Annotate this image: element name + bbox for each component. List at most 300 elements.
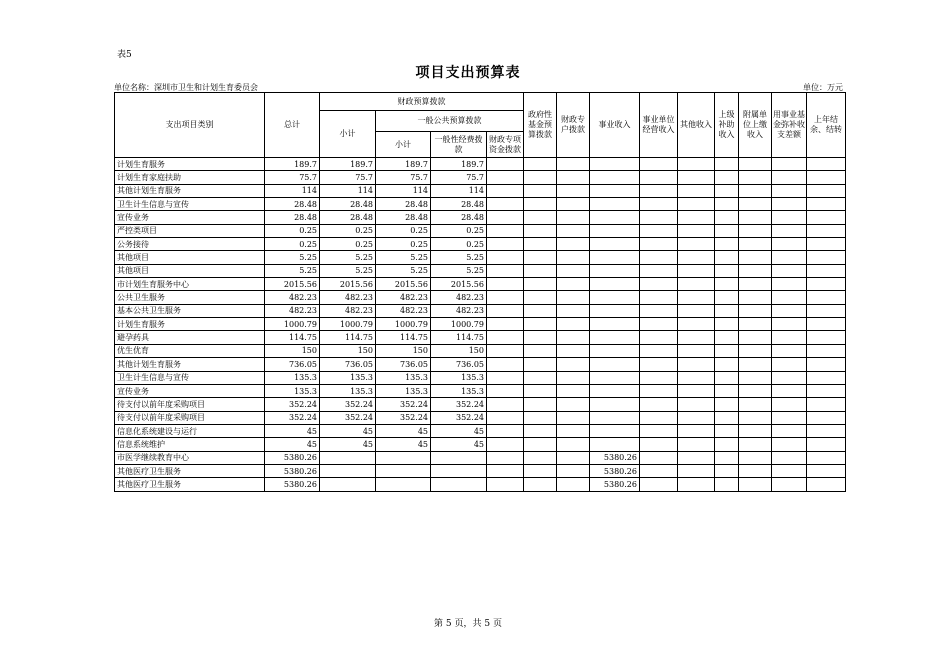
row-value-cell xyxy=(807,398,846,411)
row-value-cell xyxy=(772,424,807,437)
row-value-cell xyxy=(557,371,590,384)
row-value-cell: 5.25 xyxy=(320,264,376,277)
table-row xyxy=(115,264,846,277)
row-value-cell xyxy=(678,464,715,477)
row-value-cell xyxy=(487,238,524,251)
row-value-cell xyxy=(524,424,557,437)
row-value-cell: 5380.26 xyxy=(265,451,320,464)
row-value-cell xyxy=(715,318,739,331)
row-value-cell xyxy=(640,411,678,424)
row-value-cell xyxy=(678,331,715,344)
row-value-cell xyxy=(807,318,846,331)
row-value-cell xyxy=(487,398,524,411)
row-value-cell xyxy=(590,344,640,357)
row-category-cell: 待支付以前年度采购项目 xyxy=(115,411,265,424)
row-value-cell xyxy=(772,264,807,277)
row-value-cell xyxy=(807,358,846,371)
row-value-cell xyxy=(557,384,590,397)
row-value-cell xyxy=(640,371,678,384)
row-value-cell xyxy=(739,224,772,237)
row-value-cell xyxy=(739,264,772,277)
row-value-cell xyxy=(739,438,772,451)
row-value-cell: 45 xyxy=(320,438,376,451)
row-value-cell xyxy=(772,158,807,171)
row-category-cell: 其他项目 xyxy=(115,251,265,264)
row-value-cell xyxy=(320,464,376,477)
row-value-cell: 135.3 xyxy=(265,371,320,384)
row-category-cell: 公务接待 xyxy=(115,238,265,251)
row-value-cell: 135.3 xyxy=(376,384,431,397)
row-value-cell xyxy=(640,331,678,344)
row-value-cell xyxy=(590,411,640,424)
row-value-cell: 114.75 xyxy=(320,331,376,344)
row-value-cell xyxy=(590,318,640,331)
row-value-cell xyxy=(715,384,739,397)
row-category-cell: 卫生计生信息与宣传 xyxy=(115,198,265,211)
row-value-cell xyxy=(487,304,524,317)
row-value-cell xyxy=(557,238,590,251)
row-value-cell xyxy=(640,264,678,277)
row-value-cell xyxy=(320,478,376,491)
row-value-cell xyxy=(640,358,678,371)
row-value-cell: 45 xyxy=(431,424,487,437)
table-row xyxy=(115,171,846,184)
table-row xyxy=(115,371,846,384)
row-value-cell xyxy=(557,278,590,291)
row-value-cell: 5.25 xyxy=(431,264,487,277)
row-value-cell: 0.25 xyxy=(265,224,320,237)
row-value-cell xyxy=(487,478,524,491)
row-value-cell xyxy=(640,278,678,291)
row-value-cell xyxy=(487,184,524,197)
row-category-cell: 严控类项目 xyxy=(115,224,265,237)
row-value-cell xyxy=(739,451,772,464)
row-value-cell xyxy=(715,184,739,197)
table-row xyxy=(115,304,846,317)
row-value-cell xyxy=(487,464,524,477)
row-value-cell xyxy=(678,158,715,171)
row-value-cell xyxy=(640,251,678,264)
row-value-cell xyxy=(739,158,772,171)
row-value-cell xyxy=(678,291,715,304)
row-value-cell: 28.48 xyxy=(431,198,487,211)
row-value-cell: 5.25 xyxy=(376,264,431,277)
row-value-cell xyxy=(807,371,846,384)
row-value-cell: 736.05 xyxy=(431,358,487,371)
row-value-cell xyxy=(590,171,640,184)
row-value-cell: 135.3 xyxy=(431,384,487,397)
row-value-cell: 5.25 xyxy=(376,251,431,264)
row-category-cell: 信息化系统建设与运行 xyxy=(115,424,265,437)
col-general-group-header: 一般公共预算拨款 xyxy=(376,111,524,132)
row-value-cell xyxy=(678,411,715,424)
row-category-cell: 市医学继续教育中心 xyxy=(115,451,265,464)
row-value-cell xyxy=(524,398,557,411)
row-value-cell: 5380.26 xyxy=(265,464,320,477)
row-value-cell xyxy=(739,424,772,437)
row-value-cell xyxy=(557,304,590,317)
row-value-cell xyxy=(715,398,739,411)
row-value-cell xyxy=(715,331,739,344)
row-category-cell: 待支付以前年度采购项目 xyxy=(115,398,265,411)
row-value-cell xyxy=(487,424,524,437)
row-value-cell: 114 xyxy=(320,184,376,197)
row-value-cell xyxy=(715,424,739,437)
table-row xyxy=(115,211,846,224)
row-value-cell: 5.25 xyxy=(431,251,487,264)
row-value-cell: 114 xyxy=(431,184,487,197)
row-value-cell xyxy=(590,384,640,397)
row-value-cell: 5.25 xyxy=(320,251,376,264)
table-row xyxy=(115,238,846,251)
row-value-cell xyxy=(557,264,590,277)
row-value-cell xyxy=(739,238,772,251)
table-row xyxy=(115,384,846,397)
row-value-cell xyxy=(487,171,524,184)
row-value-cell xyxy=(487,251,524,264)
row-value-cell: 135.3 xyxy=(431,371,487,384)
row-value-cell xyxy=(715,304,739,317)
row-value-cell xyxy=(772,451,807,464)
col-total-header: 总计 xyxy=(265,93,320,158)
row-value-cell xyxy=(772,184,807,197)
table-row xyxy=(115,331,846,344)
table-row xyxy=(115,438,846,451)
row-value-cell xyxy=(678,358,715,371)
row-value-cell xyxy=(772,344,807,357)
row-value-cell xyxy=(557,331,590,344)
row-value-cell: 75.7 xyxy=(265,171,320,184)
row-value-cell xyxy=(590,291,640,304)
row-value-cell: 352.24 xyxy=(265,411,320,424)
table-row xyxy=(115,424,846,437)
row-value-cell xyxy=(590,331,640,344)
row-value-cell: 482.23 xyxy=(431,291,487,304)
row-value-cell: 45 xyxy=(265,438,320,451)
row-value-cell: 28.48 xyxy=(431,211,487,224)
row-value-cell xyxy=(557,398,590,411)
row-value-cell xyxy=(640,224,678,237)
row-value-cell xyxy=(739,411,772,424)
row-value-cell xyxy=(772,478,807,491)
row-value-cell xyxy=(524,304,557,317)
row-value-cell: 5380.26 xyxy=(265,478,320,491)
row-value-cell xyxy=(557,478,590,491)
row-value-cell xyxy=(524,331,557,344)
row-value-cell: 75.7 xyxy=(376,171,431,184)
row-value-cell xyxy=(807,464,846,477)
table-row xyxy=(115,411,846,424)
row-value-cell xyxy=(524,224,557,237)
row-value-cell xyxy=(487,291,524,304)
row-value-cell xyxy=(739,344,772,357)
row-value-cell xyxy=(590,158,640,171)
row-value-cell xyxy=(640,211,678,224)
row-value-cell xyxy=(739,304,772,317)
row-value-cell xyxy=(772,304,807,317)
row-value-cell xyxy=(524,278,557,291)
unit-label: 单位：万元 xyxy=(803,83,843,92)
row-value-cell: 0.25 xyxy=(265,238,320,251)
row-value-cell xyxy=(524,158,557,171)
row-category-cell: 宣传业务 xyxy=(115,211,265,224)
row-category-cell: 基本公共卫生服务 xyxy=(115,304,265,317)
row-value-cell xyxy=(807,158,846,171)
row-value-cell xyxy=(524,211,557,224)
row-value-cell: 0.25 xyxy=(376,224,431,237)
row-value-cell xyxy=(590,358,640,371)
row-value-cell: 736.05 xyxy=(265,358,320,371)
row-value-cell: 352.24 xyxy=(320,411,376,424)
row-value-cell: 28.48 xyxy=(265,198,320,211)
row-category-cell: 公共卫生服务 xyxy=(115,291,265,304)
row-value-cell xyxy=(739,171,772,184)
row-value-cell xyxy=(640,291,678,304)
row-value-cell xyxy=(524,184,557,197)
row-value-cell xyxy=(524,251,557,264)
row-value-cell xyxy=(487,451,524,464)
row-value-cell: 0.25 xyxy=(376,238,431,251)
table-body xyxy=(115,158,846,492)
row-value-cell xyxy=(557,158,590,171)
row-value-cell xyxy=(640,464,678,477)
row-category-cell: 宣传业务 xyxy=(115,384,265,397)
row-value-cell xyxy=(590,278,640,291)
row-value-cell xyxy=(590,198,640,211)
row-value-cell xyxy=(487,318,524,331)
row-value-cell xyxy=(640,451,678,464)
row-value-cell xyxy=(640,198,678,211)
col-superior-subsidy-header: 上级补助收入 xyxy=(715,93,739,158)
row-value-cell xyxy=(739,478,772,491)
row-value-cell xyxy=(807,171,846,184)
row-value-cell xyxy=(772,211,807,224)
row-value-cell: 75.7 xyxy=(320,171,376,184)
row-value-cell xyxy=(487,278,524,291)
row-value-cell xyxy=(590,184,640,197)
col-special-funds-header: 财政专项资金拨款 xyxy=(487,132,524,158)
row-value-cell: 0.25 xyxy=(431,224,487,237)
row-value-cell xyxy=(715,264,739,277)
row-value-cell xyxy=(487,384,524,397)
row-value-cell xyxy=(772,251,807,264)
row-value-cell xyxy=(557,358,590,371)
row-category-cell: 其他项目 xyxy=(115,264,265,277)
row-value-cell: 352.24 xyxy=(320,398,376,411)
row-value-cell xyxy=(715,251,739,264)
col-operating-income-header: 事业单位经营收入 xyxy=(640,93,678,158)
table-row xyxy=(115,358,846,371)
row-value-cell: 135.3 xyxy=(376,371,431,384)
row-value-cell xyxy=(524,451,557,464)
row-value-cell: 135.3 xyxy=(265,384,320,397)
row-value-cell: 45 xyxy=(376,438,431,451)
row-value-cell xyxy=(739,211,772,224)
row-value-cell: 5380.26 xyxy=(590,464,640,477)
row-value-cell: 189.7 xyxy=(320,158,376,171)
row-value-cell xyxy=(715,344,739,357)
row-value-cell xyxy=(487,411,524,424)
row-value-cell xyxy=(376,464,431,477)
row-value-cell xyxy=(772,398,807,411)
row-value-cell: 2015.56 xyxy=(376,278,431,291)
row-value-cell xyxy=(590,304,640,317)
row-value-cell xyxy=(678,238,715,251)
row-value-cell xyxy=(640,384,678,397)
row-value-cell: 352.24 xyxy=(376,411,431,424)
row-value-cell xyxy=(772,384,807,397)
row-value-cell xyxy=(524,478,557,491)
row-value-cell: 2015.56 xyxy=(265,278,320,291)
row-value-cell xyxy=(807,384,846,397)
row-value-cell xyxy=(807,424,846,437)
row-value-cell: 114.75 xyxy=(431,331,487,344)
row-value-cell: 352.24 xyxy=(376,398,431,411)
row-value-cell xyxy=(557,291,590,304)
row-value-cell: 114.75 xyxy=(376,331,431,344)
page-title: 项目支出预算表 xyxy=(415,65,521,81)
row-value-cell xyxy=(524,371,557,384)
row-value-cell: 2015.56 xyxy=(431,278,487,291)
row-value-cell xyxy=(807,331,846,344)
row-value-cell: 482.23 xyxy=(376,304,431,317)
row-category-cell: 优生优育 xyxy=(115,344,265,357)
table-row xyxy=(115,278,846,291)
row-value-cell xyxy=(715,438,739,451)
row-value-cell xyxy=(524,344,557,357)
row-value-cell xyxy=(772,318,807,331)
row-value-cell: 482.23 xyxy=(320,304,376,317)
col-general-subtotal-header: 小计 xyxy=(376,132,431,158)
row-value-cell xyxy=(487,198,524,211)
row-value-cell: 114.75 xyxy=(265,331,320,344)
row-value-cell xyxy=(557,184,590,197)
row-value-cell xyxy=(487,331,524,344)
row-value-cell: 482.23 xyxy=(376,291,431,304)
row-value-cell xyxy=(739,331,772,344)
col-special-account-header: 财政专户拨款 xyxy=(557,93,590,158)
row-value-cell xyxy=(640,478,678,491)
row-value-cell xyxy=(590,211,640,224)
row-value-cell xyxy=(739,384,772,397)
table-row xyxy=(115,344,846,357)
row-value-cell xyxy=(772,358,807,371)
row-value-cell xyxy=(807,478,846,491)
row-value-cell xyxy=(739,278,772,291)
col-finance-group-header: 财政预算拨款 xyxy=(320,93,524,111)
row-value-cell xyxy=(715,158,739,171)
row-value-cell: 28.48 xyxy=(320,198,376,211)
row-value-cell: 189.7 xyxy=(431,158,487,171)
row-value-cell xyxy=(557,211,590,224)
row-value-cell: 482.23 xyxy=(431,304,487,317)
row-value-cell xyxy=(487,371,524,384)
row-value-cell xyxy=(772,331,807,344)
row-value-cell xyxy=(715,464,739,477)
row-value-cell xyxy=(772,371,807,384)
table-row xyxy=(115,224,846,237)
col-category-header: 支出项目类别 xyxy=(115,93,265,158)
col-general-funds-header: 一般性经费拨款 xyxy=(431,132,487,158)
row-category-cell: 计划生育服务 xyxy=(115,318,265,331)
row-value-cell xyxy=(715,358,739,371)
row-value-cell xyxy=(807,198,846,211)
row-value-cell xyxy=(772,171,807,184)
row-value-cell xyxy=(807,411,846,424)
row-value-cell: 28.48 xyxy=(376,211,431,224)
row-value-cell xyxy=(678,384,715,397)
row-value-cell: 0.25 xyxy=(320,238,376,251)
row-value-cell: 352.24 xyxy=(431,411,487,424)
row-value-cell xyxy=(807,264,846,277)
row-value-cell xyxy=(590,398,640,411)
col-fund-balance-header: 用事业基金弥补收支差额 xyxy=(772,93,807,158)
row-value-cell xyxy=(739,251,772,264)
row-value-cell xyxy=(678,278,715,291)
row-value-cell xyxy=(640,238,678,251)
table-row xyxy=(115,451,846,464)
row-value-cell xyxy=(590,238,640,251)
row-value-cell xyxy=(807,438,846,451)
row-value-cell xyxy=(557,451,590,464)
row-value-cell xyxy=(487,211,524,224)
row-value-cell xyxy=(557,318,590,331)
row-value-cell: 482.23 xyxy=(265,304,320,317)
row-value-cell: 352.24 xyxy=(265,398,320,411)
table-row xyxy=(115,398,846,411)
row-value-cell xyxy=(524,264,557,277)
row-value-cell xyxy=(772,464,807,477)
row-value-cell xyxy=(678,304,715,317)
row-value-cell xyxy=(678,451,715,464)
row-value-cell xyxy=(524,384,557,397)
row-value-cell xyxy=(487,344,524,357)
row-value-cell xyxy=(715,371,739,384)
row-value-cell xyxy=(640,171,678,184)
row-value-cell xyxy=(807,211,846,224)
row-value-cell: 45 xyxy=(320,424,376,437)
row-value-cell xyxy=(524,198,557,211)
row-category-cell: 避孕药具 xyxy=(115,331,265,344)
col-subtotal-header: 小计 xyxy=(320,111,376,158)
row-value-cell xyxy=(678,371,715,384)
row-value-cell xyxy=(678,318,715,331)
row-value-cell xyxy=(487,358,524,371)
row-value-cell xyxy=(678,251,715,264)
row-value-cell: 1000.79 xyxy=(320,318,376,331)
row-value-cell xyxy=(557,344,590,357)
row-value-cell xyxy=(590,424,640,437)
row-value-cell xyxy=(376,478,431,491)
row-value-cell: 150 xyxy=(265,344,320,357)
row-value-cell xyxy=(487,264,524,277)
row-value-cell: 189.7 xyxy=(376,158,431,171)
row-category-cell: 其他医疗卫生服务 xyxy=(115,478,265,491)
row-value-cell xyxy=(590,371,640,384)
row-value-cell: 150 xyxy=(431,344,487,357)
row-value-cell xyxy=(524,318,557,331)
col-business-income-header: 事业收入 xyxy=(590,93,640,158)
row-value-cell xyxy=(772,238,807,251)
row-value-cell: 114 xyxy=(376,184,431,197)
row-category-cell: 其他计划生育服务 xyxy=(115,184,265,197)
table-row xyxy=(115,198,846,211)
row-value-cell xyxy=(739,184,772,197)
row-category-cell: 信息系统维护 xyxy=(115,438,265,451)
row-value-cell xyxy=(807,251,846,264)
row-value-cell: 150 xyxy=(376,344,431,357)
row-value-cell: 482.23 xyxy=(320,291,376,304)
